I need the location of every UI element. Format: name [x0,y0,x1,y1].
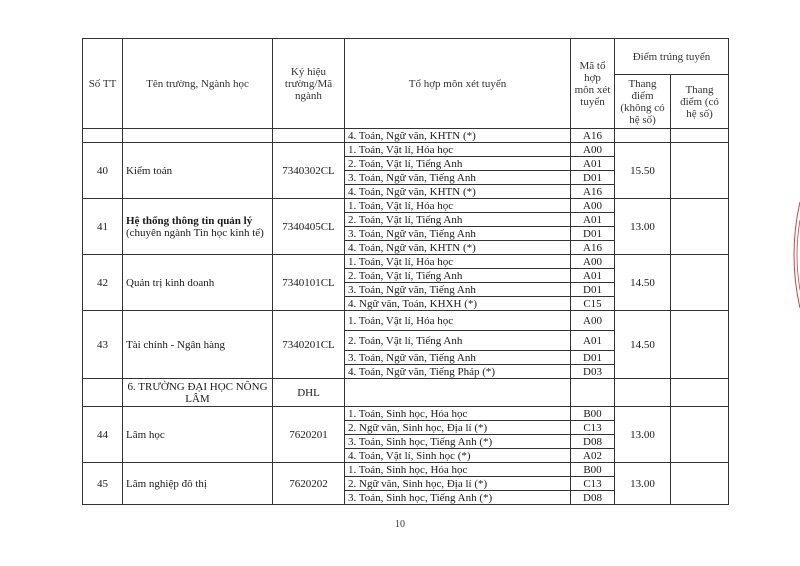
table-row [83,311,729,331]
subject-combo: 3. Toán, Ngữ văn, Tiếng Anh [345,171,571,185]
major-name: Tài chính - Ngân hàng [123,311,273,379]
score-weighted [671,143,729,199]
row-number: 41 [83,199,123,255]
subject-combo: 1. Toán, Vật lí, Hóa học [345,199,571,213]
header-diem-trung-tuyen: Điểm trúng tuyển [615,39,729,75]
row-number: 40 [83,143,123,199]
header-so-tt: Số TT [83,39,123,129]
major-code: 7620202 [273,463,345,505]
combo-code: A01 [571,157,615,171]
combo-code: A01 [571,269,615,283]
subject-combo: 4. Toán, Ngữ văn, KHTN (*) [345,129,571,143]
header-thang-khong-he-so: Thang điểm (không có hệ số) [615,75,671,129]
section-row [83,379,729,407]
subject-combo: 3. Toán, Ngữ văn, Tiếng Anh [345,227,571,241]
subject-combo: 1. Toán, Vật lí, Hóa học [345,143,571,157]
major-name: Kiểm toán [123,143,273,199]
score-weighted [671,463,729,505]
combo-code: A01 [571,213,615,227]
combo-code: A00 [571,143,615,157]
table-row [83,407,729,421]
combo-code: D08 [571,491,615,505]
subject-combo: 4. Toán, Ngữ văn, Tiếng Pháp (*) [345,365,571,379]
admission-scores-table [82,38,729,505]
combo-code: C13 [571,421,615,435]
combo-code: A00 [571,199,615,213]
combo-code: A16 [571,129,615,143]
subject-combo: 1. Toán, Vật lí, Hóa học [345,311,571,331]
score-no-weight: 14.50 [615,255,671,311]
combo-code: C13 [571,477,615,491]
table-row [83,143,729,157]
combo-code: B00 [571,407,615,421]
score-weighted [671,199,729,255]
table-row [83,199,729,213]
row-number: 44 [83,407,123,463]
major-code: 7340201CL [273,311,345,379]
header-ky-hieu: Ký hiệu trường/Mã ngành [273,39,345,129]
subject-combo: 3. Toán, Sinh học, Tiếng Anh (*) [345,491,571,505]
section-title: 6. TRƯỜNG ĐẠI HỌC NÔNG LÂM [123,379,273,407]
combo-code: A16 [571,241,615,255]
subject-combo: 1. Toán, Vật lí, Hóa học [345,255,571,269]
combo-code: D03 [571,365,615,379]
score-no-weight: 15.50 [615,143,671,199]
combo-code: B00 [571,463,615,477]
subject-combo: 4. Toán, Ngữ văn, KHTN (*) [345,185,571,199]
subject-combo: 4. Ngữ văn, Toán, KHXH (*) [345,297,571,311]
combo-code: D01 [571,351,615,365]
row-number: 45 [83,463,123,505]
subject-combo: 1. Toán, Sinh học, Hóa học [345,463,571,477]
combo-code: A00 [571,311,615,331]
combo-code: D01 [571,227,615,241]
combo-code: A00 [571,255,615,269]
score-weighted [671,311,729,379]
combo-code: C15 [571,297,615,311]
subject-combo: 2. Toán, Vật lí, Tiếng Anh [345,269,571,283]
score-no-weight: 13.00 [615,407,671,463]
header-to-hop: Tổ hợp môn xét tuyển [345,39,571,129]
row-number: 42 [83,255,123,311]
subject-combo: 2. Ngữ văn, Sinh học, Địa lí (*) [345,477,571,491]
section-code: DHL [273,379,345,407]
combo-code: D01 [571,283,615,297]
table-row [83,463,729,477]
subject-combo: 2. Toán, Vật lí, Tiếng Anh [345,331,571,351]
major-code: 7340302CL [273,143,345,199]
combo-code: A01 [571,331,615,351]
combo-code: A16 [571,185,615,199]
combo-code: A02 [571,449,615,463]
major-name: Lâm nghiệp đô thị [123,463,273,505]
page-number: 10 [395,519,405,530]
header-thang-co-he-so: Thang điểm (có hệ số) [671,75,729,129]
score-no-weight: 13.00 [615,199,671,255]
major-name-note: (chuyên ngành Tin học kinh tế) [126,226,264,239]
subject-combo: 4. Toán, Vật lí, Sinh học (*) [345,449,571,463]
combo-code: D08 [571,435,615,449]
major-name: Lâm học [123,407,273,463]
major-name [123,199,273,255]
subject-combo: 2. Toán, Vật lí, Tiếng Anh [345,157,571,171]
stamp-edge-mark [786,200,800,310]
header-ten-truong: Tên trường, Ngành học [123,39,273,129]
combo-code: D01 [571,171,615,185]
major-code: 7340405CL [273,199,345,255]
major-code: 7340101CL [273,255,345,311]
subject-combo: 4. Toán, Ngữ văn, KHTN (*) [345,241,571,255]
score-weighted [671,255,729,311]
subject-combo: 3. Toán, Ngữ văn, Tiếng Anh [345,351,571,365]
major-name-bold: Hệ thống thông tin quản lý [126,214,253,227]
major-code: 7620201 [273,407,345,463]
subject-combo: 1. Toán, Sinh học, Hóa học [345,407,571,421]
subject-combo: 3. Toán, Sinh học, Tiếng Anh (*) [345,435,571,449]
score-weighted [671,407,729,463]
row-number: 43 [83,311,123,379]
subject-combo: 2. Toán, Vật lí, Tiếng Anh [345,213,571,227]
subject-combo: 3. Toán, Ngữ văn, Tiếng Anh [345,283,571,297]
score-no-weight: 13.00 [615,463,671,505]
major-name: Quản trị kinh doanh [123,255,273,311]
score-no-weight: 14.50 [615,311,671,379]
header-ma-to-hop: Mã tổ hợp môn xét tuyển [571,39,615,129]
table-row [83,255,729,269]
subject-combo: 2. Ngữ văn, Sinh học, Địa lí (*) [345,421,571,435]
